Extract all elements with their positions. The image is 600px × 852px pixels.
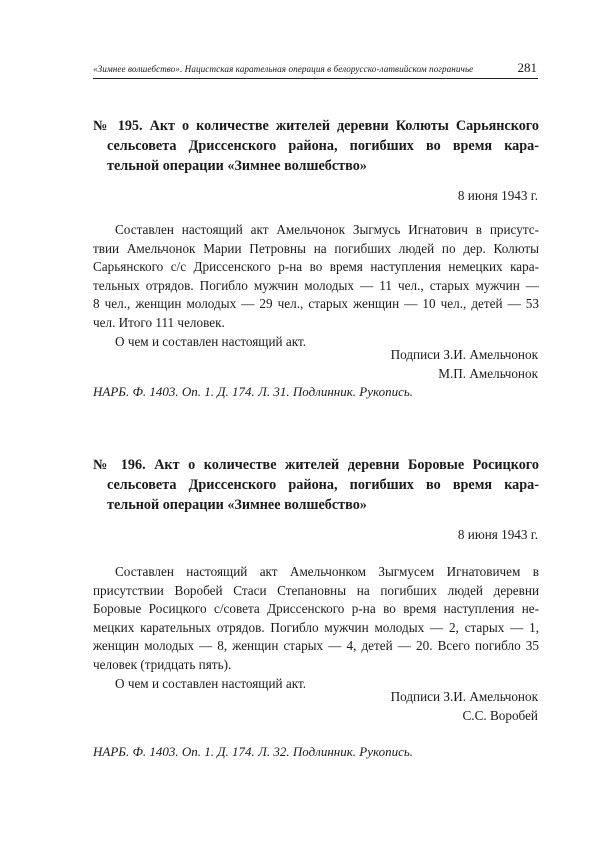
heading-line: тельной операции «Зимнее волшебство» [107, 158, 367, 174]
page-number: 281 [517, 60, 537, 75]
document-195-date: 8 июня 1943 г. [457, 188, 538, 203]
body-line: Сарьянского с/с Дриссенского р-на во время наступления немецких кара- [93, 259, 539, 275]
heading-line: сельсовета Дриссенского района, погибших во время кара- [107, 477, 539, 493]
document-195-signature: М.П. Амельчонок [438, 366, 538, 381]
body-line: чел. Итого 111 человек. [93, 314, 225, 330]
body-line: твии Амельчонок Марии Петровны на погибших людей по дер. Колюты [93, 240, 539, 256]
document-196-signature: С.С. Воробей [462, 708, 538, 723]
body-line: О чем и составлен настоящий акт. [115, 333, 307, 349]
document-195-signature: Подписи З.И. Амельчонок [390, 347, 538, 362]
body-line: мецких карательных отрядов. Погибло мужчин молодых — 2, старых — 1, [93, 619, 539, 635]
body-line: человек (тридцать пять). [93, 656, 232, 672]
body-line: Боровые Росицкого с/совета Дриссенского р-на во время наступления не- [93, 601, 539, 617]
document-196-source: НАРБ. Ф. 1403. Оп. 1. Д. 174. Л. 32. Подлинник. Рукопись. [93, 744, 414, 759]
body-line: Составлен настоящий акт Амельчонком Зыгмусем Игнатовичем в [115, 564, 539, 579]
running-header: «Зимнее волшебство». Нацистская карательная операция в белорусско-латвийском пограничье [93, 64, 474, 74]
document-196-body [93, 563, 539, 693]
document-196-date: 8 июня 1943 г. [457, 527, 538, 542]
document-195-heading [93, 116, 539, 176]
body-line: женщин молодых — 8, женщин старых — 4, детей — 20. Всего погибло 35 [93, 638, 539, 654]
document-196-signature: Подписи З.И. Амельчонок [390, 689, 538, 704]
document-196-heading [93, 455, 539, 515]
body-line: 8 чел., женщин молодых — 29 чел., старых женщин — 10 чел., детей — 53 [93, 296, 539, 312]
heading-line: № 195. Акт о количестве жителей деревни Колюты Сарьянского [93, 118, 539, 134]
heading-line: № 196. Акт о количестве жителей деревни Боровые Росицкого [93, 457, 539, 473]
body-line: присутствии Воробей Стаси Степановны на погибших людей деревни [93, 582, 539, 598]
header-divider [93, 78, 538, 79]
heading-line: сельсовета Дриссенского района, погибших во время кара- [107, 138, 539, 154]
document-195-body [93, 221, 539, 351]
body-line: Составлен настоящий акт Амельчонок Зыгмусь Игнатович в присутс- [115, 222, 539, 237]
body-line: О чем и составлен настоящий акт. [115, 675, 307, 691]
body-line: тельных отрядов. Погибло мужчин молодых — 11 чел., старых мужчин — [93, 277, 539, 293]
heading-line: тельной операции «Зимнее волшебство» [107, 497, 367, 513]
document-195-source: НАРБ. Ф. 1403. Оп. 1. Д. 174. Л. 31. Подлинник. Рукопись. [93, 384, 414, 399]
